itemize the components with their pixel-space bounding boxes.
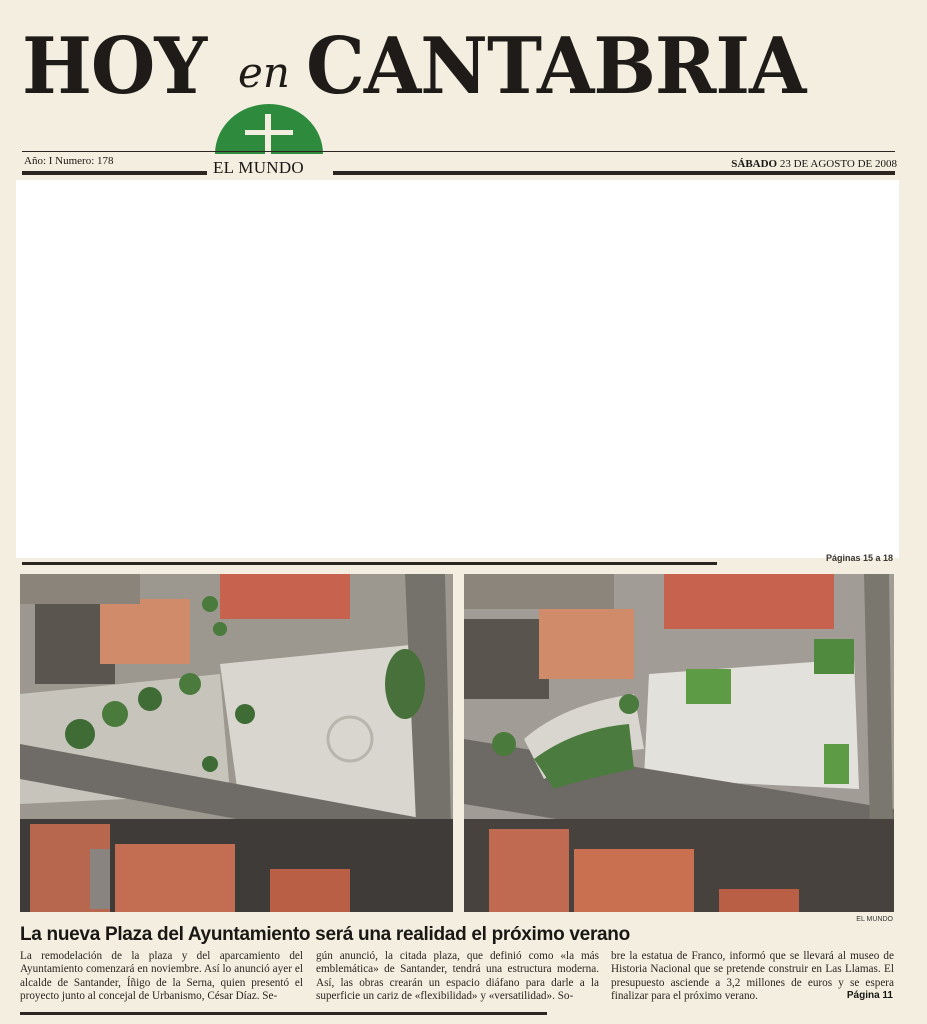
masthead-rule-right [333,171,895,175]
pages-reference: Páginas 15 a 18 [825,553,893,563]
redacted-area [16,180,899,558]
date-rest: 23 DE AGOSTO DE 2008 [777,158,897,170]
date-day: SÁBADO [731,158,778,170]
masthead-rule-left [22,171,207,175]
aerial-photo-proposed [464,574,894,912]
masthead-title-cantabria: CANTABRIA [306,21,806,113]
column-1-text: La remodelación de la plaza y del aparcamiento del Ayuntamiento comenzará en noviembre. Así lo anunció ayer el alcalde de Santander, Íñigo de la Serna, quien presentó el proyecto junto al concejal de Urbanismo, César Díaz. Se- [20,950,303,1003]
page-reference: Página 11 [846,990,893,1001]
el-mundo-brand: EL MUNDO [213,158,305,177]
column-3-text: bre la estatua de Franco, informó que se llevará al museo de Historia Nacional que se pretende construir en Las Llamas. El presupuesto asciende a 3,2 millones de euros y se espera finalizar para el próximo verano. [611,950,894,1003]
footer-rule [20,1012,547,1015]
section-rule [22,562,717,565]
column-2-text: gún anunció, la citada plaza, que definió como «la más emblemática» de Santander, tendrá una estructura moderna. Así, las obras crearán un espacio diáfano para darle a la superficie un cariz de «flexibilidad» y «versatilidad». So- [316,950,599,1003]
article-column-2 [316,950,599,1004]
article-headline: La nueva Plaza del Ayuntamiento será una realidad el próximo verano [20,924,630,945]
aerial-photo-current [20,574,453,912]
dateline [731,158,897,170]
article-column-1 [20,950,303,1004]
photo-credit: EL MUNDO [856,916,893,923]
masthead-title-en: en [238,48,290,97]
issue-number: Año: I Numero: 178 [24,155,114,167]
masthead-title-hoy: HOY [22,21,207,113]
el-mundo-globe-logo [213,104,325,156]
masthead-rule-top [22,151,895,152]
